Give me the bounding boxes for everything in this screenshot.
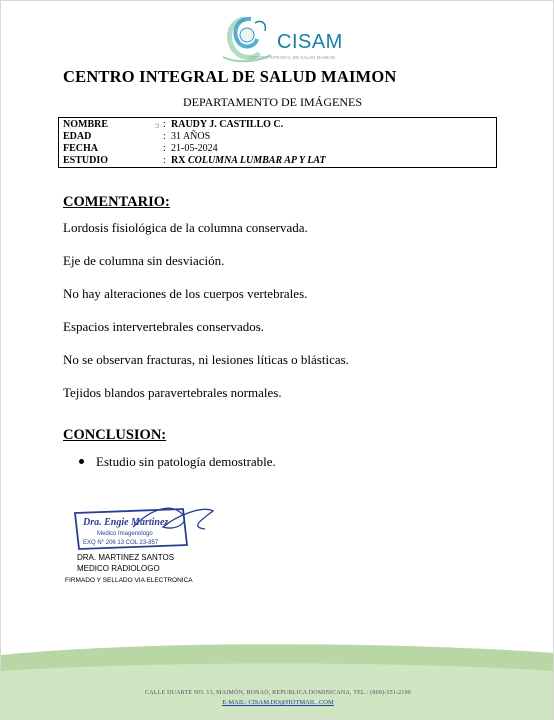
bullet-icon — [79, 459, 84, 464]
conclusion-heading: CONCLUSION: — [63, 427, 167, 443]
info-value — [171, 155, 326, 167]
info-value: 21-05-2024 — [171, 143, 218, 154]
comentario-line: No hay alteraciones de los cuerpos vertebrales. — [63, 286, 308, 301]
footer-address: CALLE DUARTE NO. 13, MAIMÓN, BONAO, REPUBLICA DOMINICANA, TEL.: (809)-551-2196 — [145, 690, 411, 696]
info-row-estudio — [63, 155, 493, 167]
info-label: ESTUDIO — [63, 155, 109, 166]
comentario-heading: COMENTARIO: — [63, 194, 170, 210]
signer-name: DRA. MARTINEZ SANTOS — [77, 553, 175, 562]
comentario-line: No se observan fracturas, ni lesiones líticas o blásticas. — [63, 352, 349, 367]
electronic-signature-note: FIRMADO Y SELLADO VIA ELECTRONICA — [65, 577, 193, 584]
info-row-edad — [63, 131, 493, 143]
info-row-fecha — [63, 143, 493, 155]
stamp-reg: EXQ N° 206 13 COL 23-857 — [83, 540, 159, 546]
info-separator: : — [163, 143, 166, 154]
signer-role: MEDICO RADIOLOGO — [77, 564, 160, 573]
info-label: EDAD — [63, 131, 92, 142]
page-title: CENTRO INTEGRAL DE SALUD MAIMON — [63, 67, 397, 86]
info-label: FECHA — [63, 143, 98, 154]
footer-band — [1, 641, 554, 720]
comentario-line: Espacios intervertebrales conservados. — [63, 319, 265, 334]
info-label: NOMBRE — [63, 119, 108, 130]
info-separator: : — [163, 155, 166, 166]
info-value: 31 AÑOS — [171, 131, 211, 142]
department-title: DEPARTAMENTO DE IMÁGENES — [183, 95, 362, 109]
signer-block — [77, 552, 174, 574]
logo-text: CISAM — [277, 31, 343, 53]
comentario-line: Eje de columna sin desviación. — [63, 253, 225, 268]
info-row-nombre — [63, 119, 493, 131]
logo-subtitle: CENTRO INTEGRAL DE SALUD MAIMON — [249, 55, 336, 60]
footer-email[interactable]: E-MAIL: CISAM.DO@HOTMAIL .COM — [222, 699, 334, 706]
info-separator: : — [163, 119, 166, 130]
signature-stamp — [63, 497, 223, 557]
info-separator: : — [163, 131, 166, 142]
comentario-line: Tejidos blandos paravertebrales normales. — [63, 385, 282, 400]
info-value: RAUDY J. CASTILLO C. — [171, 119, 284, 130]
stamp-role: Medico Imagenologo — [97, 531, 153, 537]
cisam-logo — [215, 13, 345, 65]
patient-info-box — [58, 117, 497, 168]
conclusion-item: Estudio sin patología demostrable. — [96, 454, 276, 469]
study-name: COLUMNA LUMBAR AP Y LAT — [187, 155, 326, 166]
comentario-line: Lordosis fisiológica de la columna conservada. — [63, 220, 308, 235]
study-prefix: RX — [171, 155, 188, 166]
small-mark-icon: Ͽ — [155, 124, 160, 130]
stamp-name: Dra. Engie Martinez — [83, 517, 169, 528]
